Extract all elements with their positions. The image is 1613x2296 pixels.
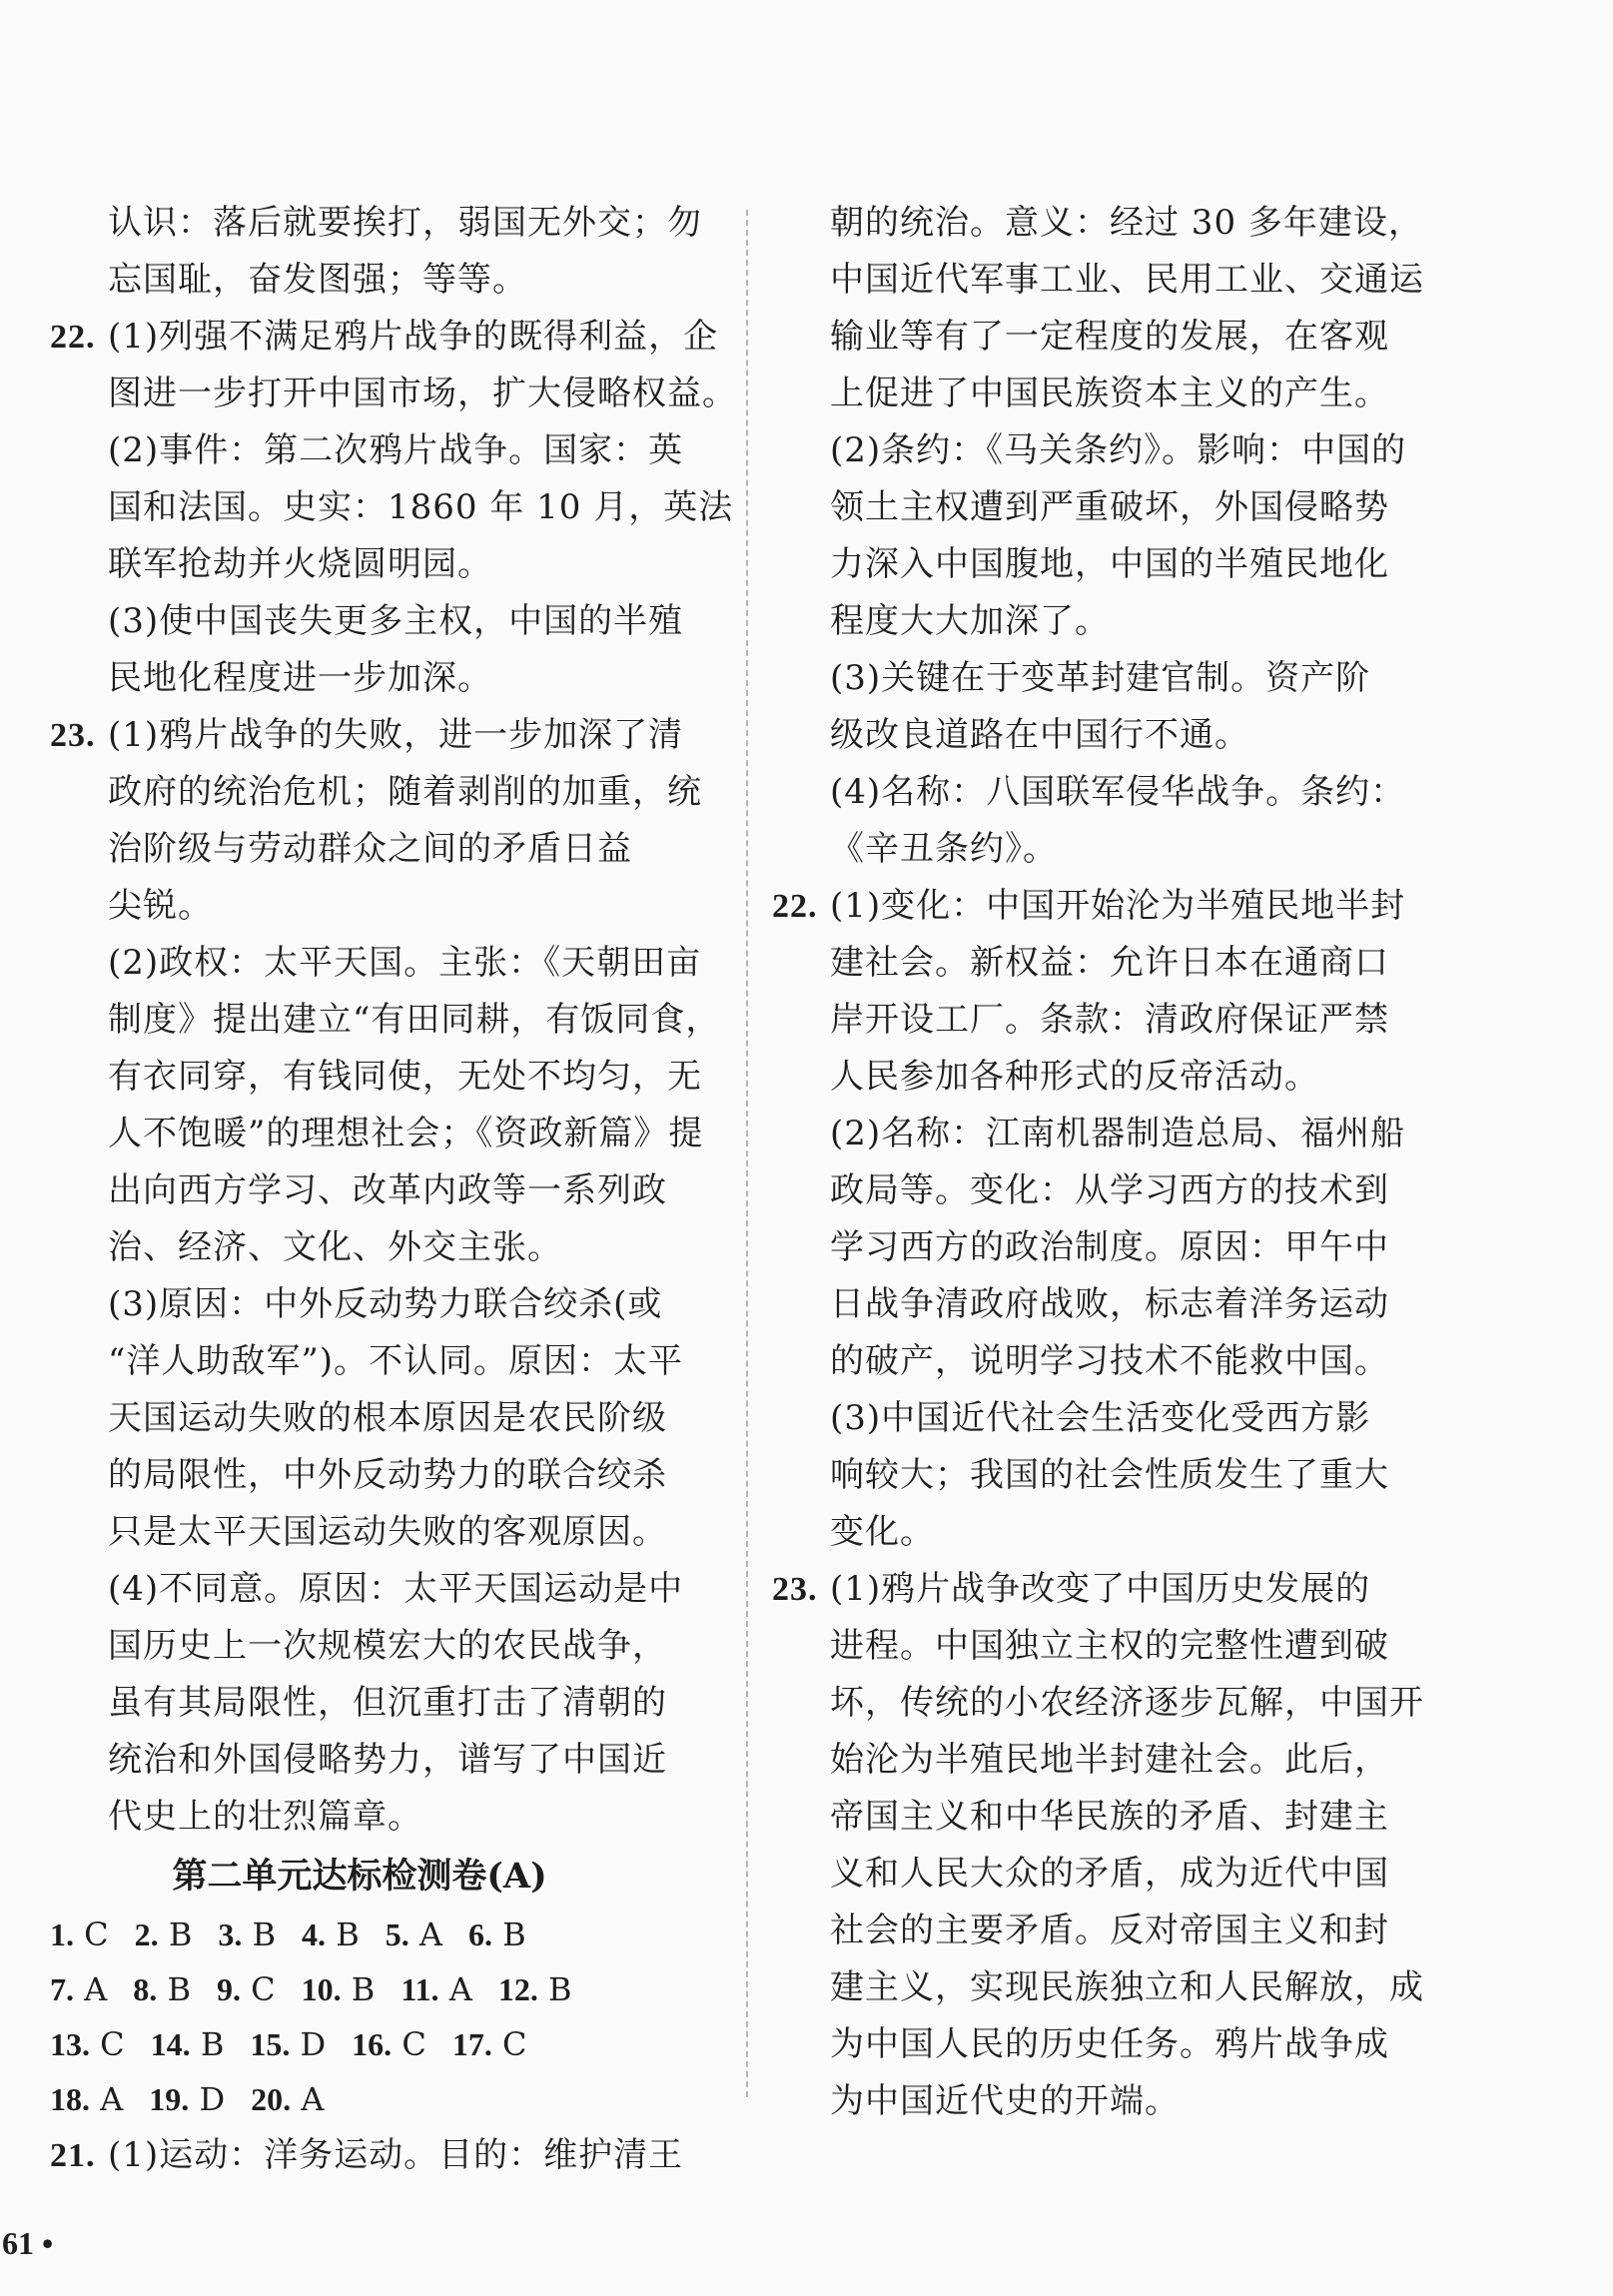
q21-continued-line: [772, 707, 1371, 764]
mc-answer: [386, 1908, 442, 1962]
question-number: 23.: [772, 1571, 818, 1608]
mc-answer: [468, 1908, 526, 1962]
line-text: 中国近代军事工业、民用工业、交通运: [830, 260, 1424, 300]
line-text: 程度大大加深了。: [830, 601, 1110, 641]
line-text: (1)变化：中国开始沦为半殖民地半封: [830, 886, 1406, 926]
right-q22-line: [772, 1106, 1406, 1162]
line-text: (2)事件：第二次鸦片战争。国家：英: [108, 430, 684, 470]
mc-number: 16.: [352, 2026, 393, 2062]
left-q22-line: [50, 593, 684, 650]
mc-choice: B: [252, 1915, 277, 1953]
mc-number: 14.: [150, 2026, 191, 2062]
mc-choice: A: [418, 1915, 442, 1953]
left-q21-line: [50, 2127, 684, 2184]
right-q22-line: [772, 878, 1406, 935]
line-text: (2)名称：江南机器制造总局、福州船: [830, 1114, 1406, 1153]
mc-answer: [135, 1908, 193, 1962]
left-q23-line: [50, 1504, 667, 1561]
mc-answer-row: [50, 1962, 649, 2017]
line-text: 代史上的壮烈篇章。: [108, 1797, 422, 1837]
mc-answer: [498, 1962, 572, 2017]
mc-number: 9.: [216, 1971, 241, 2007]
question-number: 21.: [50, 2137, 96, 2174]
line-text: (1)鸦片战争的失败，进一步加深了清: [108, 715, 684, 755]
q21-continued-line: [772, 252, 1424, 309]
left-q23-line: [50, 707, 684, 764]
right-q22-line: [772, 1276, 1389, 1333]
mc-number: 3.: [218, 1916, 243, 1952]
line-text: 岸开设工厂。条款：清政府保证严禁: [830, 1000, 1389, 1040]
right-q23-line: [772, 1846, 1389, 1903]
q21-continued-line: [772, 764, 1406, 821]
left-q23-line: [50, 764, 702, 821]
line-text: “洋人助敌军”)。不认同。原因：太平: [108, 1341, 684, 1381]
line-text: (3)关键在于变革封建官制。资产阶: [830, 658, 1371, 698]
mc-answer: [302, 1962, 376, 2017]
line-text: 政府的统治危机；随着剥削的加重，统: [108, 772, 702, 812]
line-text: 日战争清政府战败，标志着洋务运动: [830, 1284, 1389, 1324]
mc-choice: D: [300, 2025, 327, 2063]
line-text: 有衣同穿，有钱同使，无处不均匀，无: [108, 1057, 702, 1097]
mc-choice: B: [168, 1915, 193, 1953]
left-q23-line: [50, 1447, 667, 1504]
line-text: 出向西方学习、改革内政等一系列政: [108, 1170, 667, 1210]
line-text: 朝的统治。意义：经过 30 多年建设，: [830, 203, 1423, 243]
left-q23-line: [50, 1049, 702, 1106]
mc-choice: A: [301, 2080, 325, 2118]
line-text: 领土主权遭到严重破坏，外国侵略势: [830, 487, 1389, 527]
right-q22-line: [772, 1504, 1371, 1561]
question-number: 23.: [50, 717, 96, 754]
line-text: 力深入中国腹地，中国的半殖民地化: [830, 544, 1389, 584]
mc-answer: [149, 2072, 225, 2127]
column-divider: [746, 210, 748, 2097]
mc-choice: A: [100, 2080, 124, 2118]
left-q23-line: [50, 1276, 663, 1333]
left-q23-line: [50, 1732, 667, 1789]
mc-choice: B: [200, 2025, 225, 2063]
line-text: 治阶级与劳动群众之间的矛盾日益: [108, 829, 632, 869]
line-text: 制度》提出建立“有田同耕，有饭同食，: [108, 1000, 721, 1040]
line-text: (2)条约：《马关条约》。影响：中国的: [830, 430, 1407, 470]
question-number: 22.: [50, 319, 96, 356]
line-text: 变化。: [830, 1512, 935, 1552]
line-text: (1)鸦片战争改变了中国历史发展的: [830, 1569, 1371, 1609]
mc-answer: [50, 1962, 107, 2017]
right-q23-line: [772, 2073, 1371, 2130]
mc-number: 18.: [50, 2081, 90, 2117]
line-text: 忘国耻，奋发图强；等等。: [108, 260, 527, 300]
right-q23-line: [772, 1618, 1389, 1675]
mc-number: 17.: [451, 2026, 492, 2062]
left-column: [50, 195, 737, 2184]
line-text: 级改良道路在中国行不通。: [830, 715, 1249, 755]
left-q22-line: [50, 422, 684, 479]
mc-number: 2.: [134, 1916, 159, 1952]
line-text: 社会的主要矛盾。反对帝国主义和封: [830, 1911, 1389, 1950]
q21-continued-line: [772, 536, 1389, 593]
mc-number: 8.: [133, 1971, 158, 2007]
intro-line: [50, 252, 649, 309]
line-text: (3)中国近代社会生活变化受西方影: [830, 1398, 1371, 1438]
line-text: 建主义，实现民族独立和人民解放，成: [830, 1967, 1424, 2007]
q21-continued-line: [772, 479, 1389, 536]
left-q22-line: [50, 650, 649, 707]
line-text: 人不饱暖”的理想社会；《资政新篇》提: [108, 1114, 704, 1153]
left-q23-line: [50, 1618, 667, 1675]
line-text: 学习西方的政治制度。原因：甲午中: [830, 1227, 1389, 1267]
mc-answer: [401, 1962, 472, 2017]
mc-number: 11.: [401, 1971, 439, 2007]
right-q22-line: [772, 1390, 1371, 1447]
line-text: 政局等。变化：从学习西方的技术到: [830, 1170, 1389, 1210]
right-q22-line: [772, 1049, 1371, 1106]
right-q23-line: [772, 1675, 1424, 1732]
left-q23-line: [50, 1333, 684, 1390]
left-q23-line: [50, 1106, 704, 1162]
mc-number: 5.: [385, 1916, 409, 1952]
mc-answer: [217, 1962, 276, 2017]
line-text: 民地化程度进一步加深。: [108, 658, 492, 698]
mc-choice: C: [502, 2025, 527, 2063]
mc-answer: [250, 2017, 326, 2072]
left-q23-line: [50, 1561, 684, 1618]
left-q23-line: [50, 1390, 667, 1447]
mc-answer: [218, 1908, 276, 1962]
mc-choice: C: [251, 1970, 276, 2008]
line-text: 帝国主义和中华民族的矛盾、封建主: [830, 1797, 1389, 1837]
left-q22-line: [50, 366, 737, 422]
line-text: (1)列强不满足鸦片战争的既得利益，企: [108, 317, 719, 357]
left-q23-line: [50, 1162, 667, 1219]
mc-answer: [151, 2017, 225, 2072]
mc-number: 19.: [149, 2081, 190, 2117]
left-q23-line: [50, 992, 721, 1049]
mc-answer: [452, 2017, 527, 2072]
left-q22-line: [50, 479, 734, 536]
intro-line: [50, 195, 702, 252]
line-text: 国历史上一次规模宏大的农民战争，: [108, 1626, 667, 1666]
q21-continued-line: [772, 366, 1389, 422]
mc-number: 6.: [468, 1916, 492, 1952]
line-text: 进程。中国独立主权的完整性遭到破: [830, 1626, 1389, 1666]
line-text: 天国运动失败的根本原因是农民阶级: [108, 1398, 667, 1438]
line-text: (3)原因：中外反动势力联合绞杀(或: [108, 1284, 663, 1324]
question-number: 22.: [772, 888, 818, 925]
mc-choice: C: [100, 2025, 125, 2063]
left-q23-line: [50, 935, 702, 992]
mc-choice: B: [336, 1915, 360, 1953]
mc-number: 4.: [302, 1916, 327, 1952]
mc-answer: [302, 1908, 360, 1962]
left-q23-line: [50, 1675, 667, 1732]
right-q22-line: [772, 1333, 1389, 1390]
right-column: [772, 195, 1424, 2130]
right-q23-line: [772, 1959, 1424, 2016]
line-text: 输业等有了一定程度的发展，在客观: [830, 317, 1389, 357]
mc-answer: [50, 2017, 125, 2072]
mc-answer: [50, 2072, 123, 2127]
left-q22-line: [50, 536, 649, 593]
line-text: (3)使中国丧失更多主权，中国的半殖: [108, 601, 684, 641]
right-q23-line: [772, 1789, 1389, 1846]
line-text: 响较大；我国的社会性质发生了重大: [830, 1455, 1389, 1495]
line-text: 虽有其局限性，但沉重打击了清朝的: [108, 1683, 667, 1723]
mc-answer-row: [50, 2017, 649, 2072]
right-q23-line: [772, 1903, 1389, 1959]
line-text: (1)运动：洋务运动。目的：维护清王: [108, 2135, 684, 2175]
line-text: 统治和外国侵略势力，谱写了中国近: [108, 1740, 667, 1780]
mc-choice: B: [167, 1970, 191, 2008]
line-text: 图进一步打开中国市场，扩大侵略权益。: [108, 374, 737, 413]
mc-choice: D: [199, 2080, 226, 2118]
mc-number: 20.: [251, 2081, 292, 2117]
mc-number: 15.: [250, 2026, 291, 2062]
right-q22-line: [772, 1447, 1389, 1504]
mc-choice: A: [84, 1970, 108, 2008]
mc-choice: C: [402, 2025, 426, 2063]
mc-choice: B: [548, 1970, 572, 2008]
mc-answer-row: [50, 1908, 649, 1962]
right-q22-line: [772, 1219, 1389, 1276]
line-text: 认识：落后就要挨打，弱国无外交；勿: [108, 203, 702, 243]
right-q23-line: [772, 1561, 1371, 1618]
q21-continued-line: [772, 422, 1407, 479]
line-text: 为中国近代史的开端。: [830, 2081, 1180, 2121]
q21-continued-line: [772, 195, 1423, 252]
mc-number: 12.: [497, 1971, 538, 2007]
left-q22-line: [50, 309, 719, 366]
mc-choice: C: [84, 1915, 109, 1953]
left-q23-line: [50, 878, 649, 935]
mc-choice: A: [448, 1970, 472, 2008]
mc-choice: B: [502, 1915, 526, 1953]
line-text: (4)不同意。原因：太平天国运动是中: [108, 1569, 684, 1609]
right-q23-line: [772, 1732, 1389, 1789]
line-text: 始沦为半殖民地半封建社会。此后，: [830, 1740, 1389, 1780]
line-text: 只是太平天国运动失败的客观原因。: [108, 1512, 667, 1552]
line-text: 治、经济、文化、外交主张。: [108, 1227, 562, 1267]
mc-answer: [50, 1908, 109, 1962]
mc-number: 1.: [50, 1916, 74, 1952]
left-q23-line: [50, 1789, 649, 1846]
line-text: 《辛丑条约》。: [830, 829, 1058, 869]
line-text: 人民参加各种形式的反帝活动。: [830, 1057, 1319, 1097]
right-q22-line: [772, 1162, 1389, 1219]
mc-answer: [352, 2017, 426, 2072]
line-text: 国和法国。史实：1860 年 10 月，英法: [108, 487, 734, 527]
line-text: 建社会。新权益：允许日本在通商口: [830, 943, 1389, 983]
q21-continued-line: [772, 593, 1371, 650]
q21-continued-line: [772, 821, 1371, 878]
line-text: (4)名称：八国联军侵华战争。条约：: [830, 772, 1406, 812]
line-text: 上促进了中国民族资本主义的产生。: [830, 374, 1389, 413]
right-q22-line: [772, 935, 1389, 992]
q21-continued-line: [772, 650, 1371, 707]
mc-number: 13.: [50, 2026, 90, 2062]
line-text: 坏，传统的小农经济逐步瓦解，中国开: [830, 1683, 1424, 1723]
line-text: 的破产，说明学习技术不能救中国。: [830, 1341, 1389, 1381]
left-q23-line: [50, 821, 649, 878]
mc-answer: [133, 1962, 191, 2017]
page-number: 61 •: [2, 2225, 54, 2261]
mc-number: 10.: [301, 1971, 342, 2007]
q21-continued-line: [772, 309, 1389, 366]
mc-number: 7.: [50, 1971, 74, 2007]
line-text: 义和人民大众的矛盾，成为近代中国: [830, 1854, 1389, 1894]
line-text: 联军抢劫并火烧圆明园。: [108, 544, 492, 584]
mc-answer: [251, 2072, 324, 2127]
mc-choice: B: [351, 1970, 376, 2008]
right-q22-line: [772, 992, 1389, 1049]
line-text: 为中国人民的历史任务。鸦片战争成: [830, 2024, 1389, 2064]
line-text: 尖锐。: [108, 886, 213, 926]
section-title: 第二单元达标检测卷(A): [172, 1856, 547, 1897]
line-text: 的局限性，中外反动势力的联合绞杀: [108, 1455, 667, 1495]
mc-answer-row: [50, 2072, 649, 2127]
line-text: (2)政权：太平天国。主张：《天朝田亩: [108, 943, 702, 983]
left-q23-line: [50, 1219, 649, 1276]
right-q23-line: [772, 2016, 1389, 2073]
